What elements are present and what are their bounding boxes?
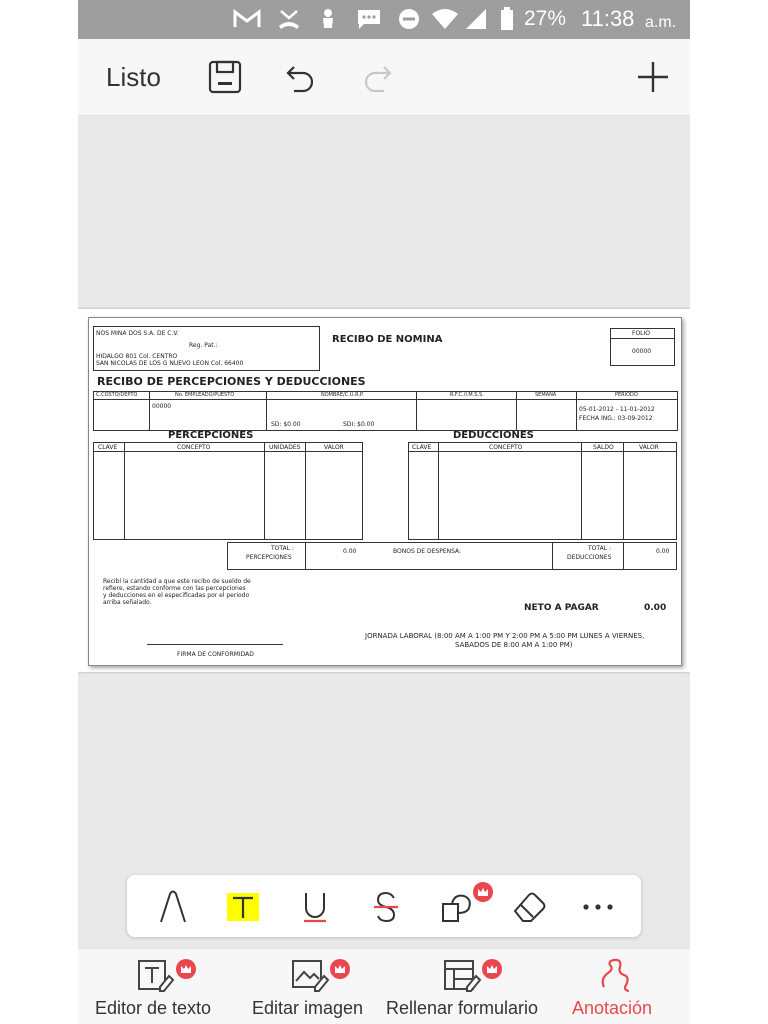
jornada-line-2: SABADOS DE 8:00 AM A 1:00 PM)	[455, 641, 573, 649]
total-perc-label-1: TOTAL :	[271, 545, 294, 552]
disclaimer-line-1: Recibí la cantidad a que este recibo de sueldo de	[103, 578, 251, 585]
nav-label-fill-form: Rellenar formulario	[386, 998, 539, 1018]
battery-icon	[498, 7, 516, 31]
payroll-receipt	[88, 317, 682, 666]
header-costo: C.COSTO/DEPTO	[96, 392, 138, 398]
ded-col-concepto: CONCEPTO	[489, 444, 523, 451]
company-name: NOS MINA DOS S.A. DE C.V.	[96, 330, 179, 337]
ded-col-valor: VALOR	[639, 444, 659, 451]
text-editor-icon	[136, 957, 176, 993]
battery-percent: 27%	[524, 7, 567, 30]
nav-edit-image[interactable]	[234, 949, 380, 1024]
perc-col-clave: CLAVE	[98, 444, 118, 451]
nav-label-edit-image: Editar imagen	[252, 998, 364, 1018]
add-icon[interactable]	[633, 57, 673, 97]
app-screen	[78, 0, 690, 1024]
save-icon[interactable]	[205, 57, 245, 97]
total-ded-label-1: TOTAL :	[588, 545, 611, 552]
annotation-icon	[596, 957, 636, 993]
bonos-label: BONOS DE DESPENSA:	[393, 548, 462, 555]
disclaimer-line-4: arriba señalado.	[103, 599, 152, 606]
pen-icon[interactable]	[151, 885, 195, 929]
employee-number: 00000	[152, 403, 172, 410]
nav-annotation[interactable]	[546, 949, 690, 1024]
neto-value: 0.00	[644, 603, 667, 613]
firma-label: FIRMA DE CONFORMIDAD	[177, 651, 254, 658]
perc-col-unidades: UNIDADES	[269, 444, 301, 451]
dnd-icon	[396, 7, 422, 31]
sd-value: SD: $0.00	[271, 421, 301, 428]
total-perc-label-2: PERCEPCIONES	[246, 554, 292, 561]
jornada-line-1: JORNADA LABORAL (8:00 AM A 1:00 PM Y 2:00 PM A 5:00 PM LUNES A VIERNES,	[365, 632, 645, 640]
ded-col-saldo: SALDO	[593, 444, 614, 451]
total-perc-value: 0.00	[343, 548, 357, 555]
section-title: RECIBO DE PERCEPCIONES Y DEDUCCIONES	[97, 375, 366, 388]
signature-line	[147, 644, 283, 645]
notification-icon	[318, 7, 338, 31]
disclaimer-line-2: refiere, estando conforme con las percepciones	[103, 585, 246, 592]
period-value: 05-01-2012 - 11-01-2012	[579, 406, 655, 413]
sdi-value: SDI: $0.00	[343, 421, 375, 428]
header-semana: SEMANA	[535, 392, 557, 398]
folio-label: FOLIO	[632, 330, 651, 337]
premium-crown-icon	[482, 959, 502, 979]
receipt-title: RECIBO DE NOMINA	[332, 334, 443, 345]
header-rfc: R.F.C./I.M.S.S.	[450, 392, 484, 398]
clock-ampm: a.m.	[645, 14, 677, 31]
clock-time: 11:38	[581, 6, 635, 31]
nav-text-editor[interactable]	[78, 949, 232, 1024]
total-ded-label-2: DEDUCCIONES	[567, 554, 612, 561]
premium-crown-icon	[473, 882, 493, 902]
wifi-icon	[430, 7, 460, 31]
signal-icon	[463, 7, 489, 31]
edit-image-icon	[290, 957, 330, 993]
eraser-icon[interactable]	[507, 885, 551, 929]
fill-form-icon	[442, 957, 482, 993]
deducciones-table	[408, 442, 677, 540]
document-page[interactable]	[78, 309, 690, 672]
bottom-nav	[78, 948, 690, 1024]
top-toolbar	[78, 39, 690, 116]
gmail-icon	[232, 7, 262, 31]
more-icon[interactable]	[576, 885, 620, 929]
address-line-2: SAN NICOLAS DE LOS G NUEVO LEON Col. 66400	[96, 360, 244, 367]
perc-col-concepto: CONCEPTO	[177, 444, 211, 451]
disclaimer-line-3: y deducciones en el especificadas por el periodo	[103, 592, 250, 599]
percepciones-title: PERCEPCIONES	[168, 430, 254, 441]
redo-icon[interactable]	[357, 57, 397, 97]
address-line-1: HIDALGO 801 Col. CENTRO	[96, 353, 178, 360]
annotation-toolbar	[127, 875, 641, 937]
ded-col-clave: CLAVE	[412, 444, 432, 451]
fecha-ing-value: FECHA ING.: 03-09-2012	[579, 415, 653, 422]
nav-label-annotation: Anotación	[572, 998, 653, 1018]
strikethrough-icon[interactable]	[364, 885, 408, 929]
percepciones-table	[93, 442, 363, 540]
header-nombre: NOMBRE/C.U.R.P.	[321, 392, 364, 398]
header-periodo: PERIODO	[615, 392, 638, 398]
neto-label: NETO A PAGAR	[524, 603, 599, 613]
total-ded-value: 0.00	[656, 548, 670, 555]
undo-icon[interactable]	[281, 57, 321, 97]
nav-fill-form[interactable]	[382, 949, 544, 1024]
missed-call-icon	[276, 7, 302, 31]
status-bar	[78, 0, 690, 39]
nav-label-text-editor: Editor de texto	[95, 998, 212, 1018]
highlight-text-icon[interactable]	[221, 885, 265, 929]
header-empleado: No. EMPLEADO/PUESTO	[175, 392, 235, 398]
premium-crown-icon	[330, 959, 350, 979]
deducciones-title: DEDUCCIONES	[453, 430, 534, 441]
folio-value: 00000	[632, 348, 652, 355]
reg-pat-label: Reg. Pat.:	[189, 342, 218, 349]
underline-icon[interactable]	[293, 885, 337, 929]
message-icon	[355, 7, 383, 31]
premium-crown-icon	[176, 959, 196, 979]
perc-col-valor: VALOR	[324, 444, 344, 451]
done-button[interactable]: Listo	[106, 62, 161, 92]
